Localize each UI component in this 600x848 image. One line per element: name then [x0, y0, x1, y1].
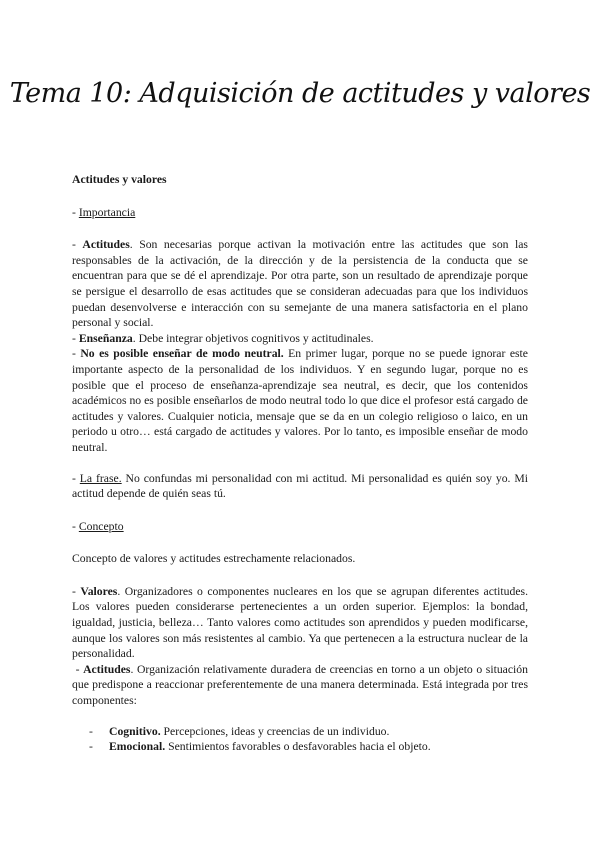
document-body: [72, 172, 528, 755]
importancia-label: Importancia: [78, 205, 136, 219]
actitudes-concepto-paragraph: - Actitudes. Organización relativamente duradera de creencias en torno a un objeto o situación que predispone a reaccionar preferentemente de una manera determinada. Está integrada por tres componentes:: [72, 662, 528, 708]
valores-text: . Organizadores o componentes nucleares en los que se agrupan diferentes actitudes. Los valores pueden considerarse pertenecientes a un orden superior. Ejemplos: la bondad, igualdad, justicia, belleza… Tanto valores como actitudes son aprendidos y pueden modificarse, aunque los valores son más resistentes al cambio. Ya que pertenecen a la estructura nuclear de la personalidad.: [72, 584, 528, 661]
section-heading-text: Actitudes y valores: [72, 173, 167, 186]
neutral-text: En primer lugar, porque no se puede ignorar este importante aspecto de la personalidad de los individuos. Y en segundo lugar, porque no es posible que el proceso de enseñanza-aprendizaje sea neutral, es decir, que los contenidos académicos no es posible enseñarlos de modo neutral todo lo que dice el profesor está cargado de actitudes y valores. Cualquier noticia, mensaje que se da en un colegio religioso o laico, en un periodo u otro… está cargado de actitudes y valores. Por lo tanto, es imposible enseñar de modo neutral.: [72, 347, 528, 454]
valores-term: Valores: [80, 584, 118, 598]
ensenanza-paragraph: - Enseñanza. Debe integrar objetivos cognitivos y actitudinales.: [72, 331, 374, 345]
section-heading: [72, 172, 528, 188]
list-item: - Emocional. Sentimientos favorables o desfavorables hacia el objeto.: [72, 739, 528, 755]
valores-paragraph: - Valores. Organizadores o componentes nucleares en los que se agrupan diferentes actitudes. Los valores pueden considerarse pertenecientes a un orden superior. Ejemplos: la bondad, igualdad, justicia, belleza… Tanto valores como actitudes son aprendidos y pueden modificarse, aunque los valores son más resistentes al cambio. Ya que pertenecen a la estructura nuclear de la personalidad.: [72, 584, 528, 661]
ensenanza-term: Enseñanza: [78, 331, 133, 345]
list-item: - Cognitivo. Percepciones, ideas y creencias de un individuo.: [72, 724, 528, 740]
neutral-term: No es posible enseñar de modo neutral.: [80, 347, 284, 361]
neutral-paragraph: - No es posible enseñar de modo neutral. En primer lugar, porque no se puede ignorar este importante aspecto de la personalidad de los individuos. Y en segundo lugar, porque no es posible que el proceso de enseñanza-aprendizaje sea neutral, es decir, que los contenidos académicos no es posible enseñarlos de modo neutral todo lo que dice el profesor está cargado de actitudes y valores. Cualquier noticia, mensaje que se da en un colegio religioso o laico, en un periodo u otro… está cargado de actitudes y valores. Por lo tanto, es imposible enseñar de modo neutral.: [72, 347, 528, 454]
concepto-label: Concepto: [78, 519, 124, 533]
concepto-intro: Concepto de valores y actitudes estrechamente relacionados.: [72, 552, 356, 566]
importancia-heading: - Importancia: [72, 205, 136, 219]
actitudes-term: Actitudes: [82, 238, 130, 252]
componentes-list: [72, 724, 528, 755]
ensenanza-text: . Debe integrar objetivos cognitivos y actitudinales.: [132, 331, 374, 345]
actitudes-paragraph: - Actitudes. Son necesarias porque activan la motivación entre las actitudes que son las responsables de la activación, de la dirección y de la persistencia de la conducta que se encuentran para que se dé el aprendizaje. Por otra parte, son un resultado de aprendizaje porque se persigue el desarrollo de esas actitudes que se consideran adecuadas para que los individuos puedan desenvolverse e interacción con su semejante de una manera satisfactoria en el plano personal y social.: [72, 238, 528, 330]
page-title: Tema 10: Adquisición de actitudes y valores: [9, 78, 591, 109]
actitudes-concepto-term: Actitudes: [83, 662, 131, 676]
actitudes-text: . Son necesarias porque activan la motivación entre las actitudes que son las responsables de la activación, de la dirección y de la persistencia de la conducta que se encuentran para que se dé el aprendizaje. Por otra parte, son un resultado de aprendizaje porque se persigue el desarrollo de esas actitudes que se consideran adecuadas para que los individuos puedan desenvolverse e interacción con su semejante de una manera satisfactoria en el plano personal y social.: [72, 238, 528, 330]
concepto-heading: - Concepto: [72, 519, 124, 533]
frase-paragraph: - La frase. No confundas mi personalidad con mi actitud. Mi personalidad es quién soy yo. Mi actitud depende de quién seas tú.: [72, 471, 528, 501]
frase-label: La frase.: [79, 471, 122, 485]
frase-text: No confundas mi personalidad con mi actitud. Mi personalidad es quién soy yo. Mi actitud depende de quién seas tú.: [72, 471, 528, 501]
actitudes-concepto-text: . Organización relativamente duradera de creencias en torno a un objeto o situación que predispone a reaccionar preferentemente de una manera determinada. Está integrada por tres componentes:: [72, 662, 528, 708]
